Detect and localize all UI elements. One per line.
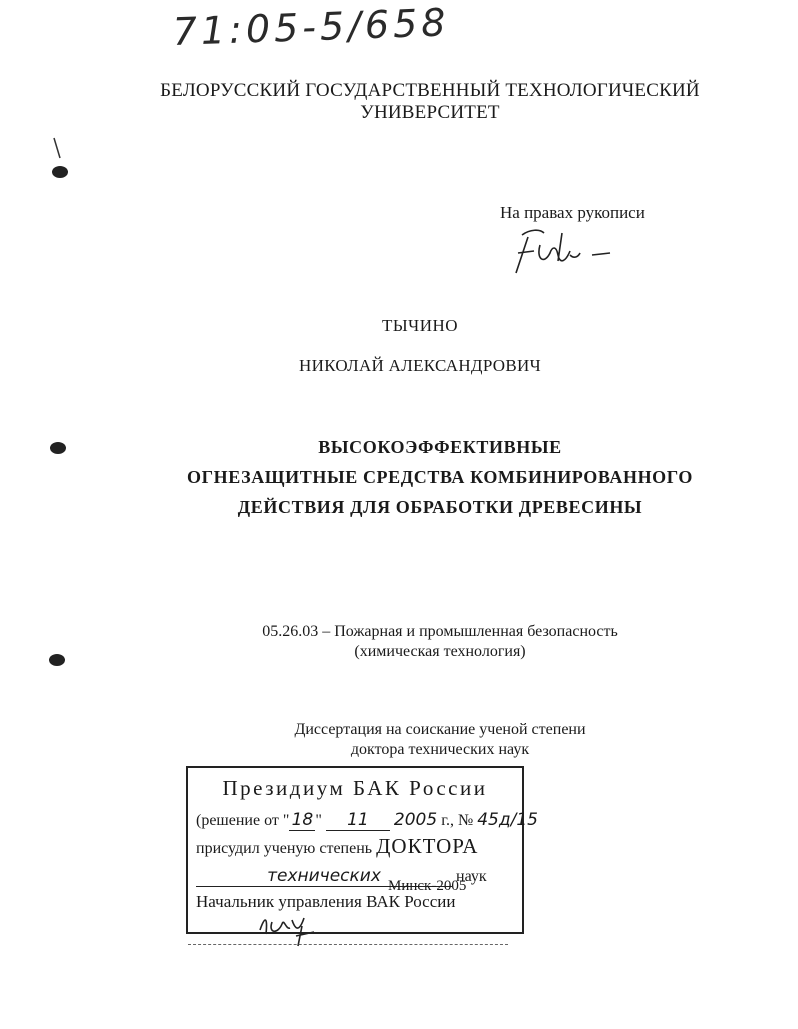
decision-number: 45д/15 bbox=[477, 810, 538, 830]
title-line-3: ДЕЙСТВИЯ ДЛЯ ОБРАБОТКИ ДРЕВЕСИНЫ bbox=[237, 497, 643, 517]
punch-hole-1 bbox=[52, 166, 68, 178]
signature-stroke-3 bbox=[570, 253, 610, 257]
punch-hole-3 bbox=[49, 654, 65, 666]
decision-month: 11 bbox=[326, 810, 390, 831]
title-line-2: ОГНЕЗАЩИТНЫЕ СРЕДСТВА КОМБИНИРОВАННОГО bbox=[187, 467, 693, 487]
signature-stroke-1 bbox=[516, 230, 544, 273]
degree-line-2: доктора технических наук bbox=[350, 741, 530, 758]
punch-hole-2 bbox=[50, 442, 66, 454]
year-suffix: г., № bbox=[441, 812, 474, 829]
sciences-text: наук bbox=[456, 868, 487, 885]
degree-text: ДОКТОРА bbox=[376, 834, 479, 858]
signature-stroke-2 bbox=[539, 233, 570, 261]
scan-bottom-line bbox=[188, 944, 508, 945]
punch-hole-marks bbox=[40, 130, 80, 690]
stamp-awarded-row bbox=[196, 834, 478, 859]
official-stroke-1 bbox=[260, 920, 290, 934]
decision-prefix: (решение от " bbox=[196, 812, 290, 829]
official-signature bbox=[252, 900, 342, 950]
head-text: Начальник управления ВАК России bbox=[196, 892, 456, 911]
handwritten-archive-code: 71:05-5/658 bbox=[172, 0, 451, 54]
stamp-title: Президиум БАК России bbox=[222, 776, 488, 800]
quote-mid: " bbox=[315, 812, 322, 829]
dissertation-degree bbox=[220, 720, 660, 760]
university-line-1: БЕЛОРУССКИЙ ГОСУДАРСТВЕННЫЙ ТЕХНОЛОГИЧЕСКИЙ bbox=[160, 80, 700, 101]
vak-stamp bbox=[186, 766, 538, 934]
manuscript-rights: На правах рукописи bbox=[500, 203, 645, 222]
decision-day: 18 bbox=[289, 810, 315, 831]
author-signature bbox=[500, 225, 620, 280]
university-line-2: УНИВЕРСИТЕТ bbox=[360, 102, 500, 123]
title-line-1: ВЫСОКОЭФФЕКТИВНЫЕ bbox=[318, 437, 562, 457]
specialty bbox=[180, 622, 700, 662]
author-surname: ТЫЧИНО bbox=[381, 316, 459, 335]
scan-stroke bbox=[54, 138, 60, 158]
author-name: НИКОЛАЙ АЛЕКСАНДРОВИЧ bbox=[299, 356, 541, 375]
science-field: технических bbox=[196, 866, 452, 887]
dissertation-title bbox=[150, 432, 730, 522]
degree-line-1: Диссертация на соискание ученой степени bbox=[294, 721, 586, 738]
specialty-line-1: 05.26.03 – Пожарная и промышленная безопасность bbox=[262, 623, 618, 640]
university-name bbox=[150, 80, 710, 124]
stamp-decision-row bbox=[196, 810, 538, 831]
specialty-line-2: (химическая технология) bbox=[354, 643, 526, 660]
city-year: Минск-2005 bbox=[388, 878, 467, 894]
official-stroke-2 bbox=[292, 918, 314, 946]
decision-year: 2005 bbox=[393, 810, 438, 830]
awarded-text: присудил ученую степень bbox=[196, 840, 373, 857]
